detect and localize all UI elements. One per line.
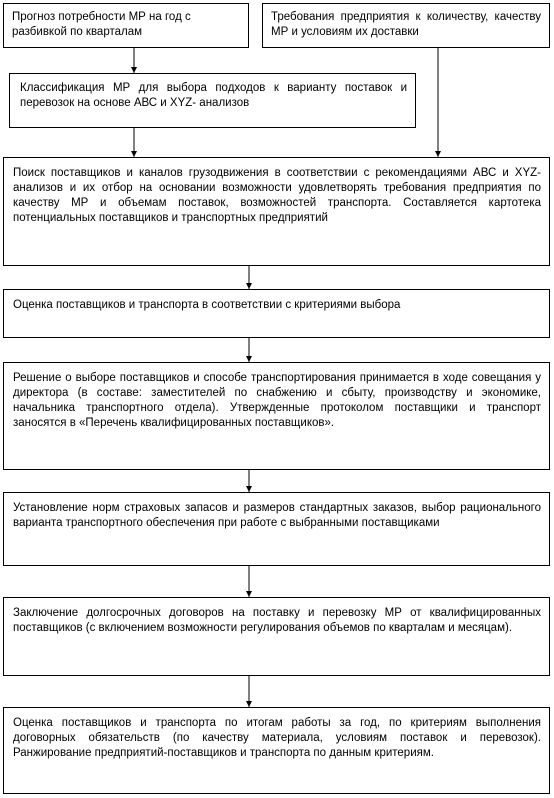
box-search — [3, 157, 550, 266]
forecast-text: Прогноз потребности МР на год с разбивкой по кварталам — [12, 11, 191, 38]
box-forecast — [3, 3, 249, 48]
box-decision — [3, 362, 550, 470]
box-requirements — [262, 3, 550, 48]
box-evaluation — [3, 289, 550, 338]
contracts-text: Заключение долгосрочных договоров на поставку и перевозку МР от квалифицированных поставщиков (с включением возможности регулирования объемов по кварталам и месяцам). — [13, 607, 541, 634]
box-contracts — [3, 597, 550, 676]
requirements-text: Требования предприятия к количеству, качеству МР и условиям их доставки — [271, 11, 541, 38]
decision-text: Решение о выборе поставщиков и способе транспортирования принимается в ходе совещания у директора (в составе: заместителей по снабжению и сбыту, производству и экономике, начальника транспортного отдела). Утвержденные протоколом поставщики и транспорт заносятся в «Перечень квалифицированных поставщиков». — [13, 372, 541, 429]
search-text: Поиск поставщиков и каналов грузодвижения в соответствии с рекомендациями АВС и XYZ-анализов и их отбор на основании возможности удовлетворять требования предприятия по качеству МР и объемам поставок, возможностей транспорта. Составляется картотека потенциальных поставщиков и транспортных предприятий — [13, 167, 541, 224]
annual-review-text: Оценка поставщиков и транспорта по итогам работы за год, по критериям выполнения договорных обязательств (по качеству материала, условиям поставок и перевозок). Ранжирование предприятий-поставщиков и транспорта по данным критериям. — [13, 717, 541, 759]
norms-text: Установление норм страховых запасов и размеров стандартных заказов, выбор рационального варианта транспортного обеспечения при работе с выбранными поставщиками — [13, 502, 541, 529]
box-norms — [3, 492, 550, 566]
box-annual-review — [3, 707, 550, 794]
box-classification — [9, 73, 416, 128]
evaluation-text: Оценка поставщиков и транспорта в соответствии с критериями выбора — [13, 299, 401, 311]
classification-text: Классификация МР для выбора подходов к варианту поставок и перевозок на основе АВС и XYZ- анализов — [20, 82, 407, 109]
